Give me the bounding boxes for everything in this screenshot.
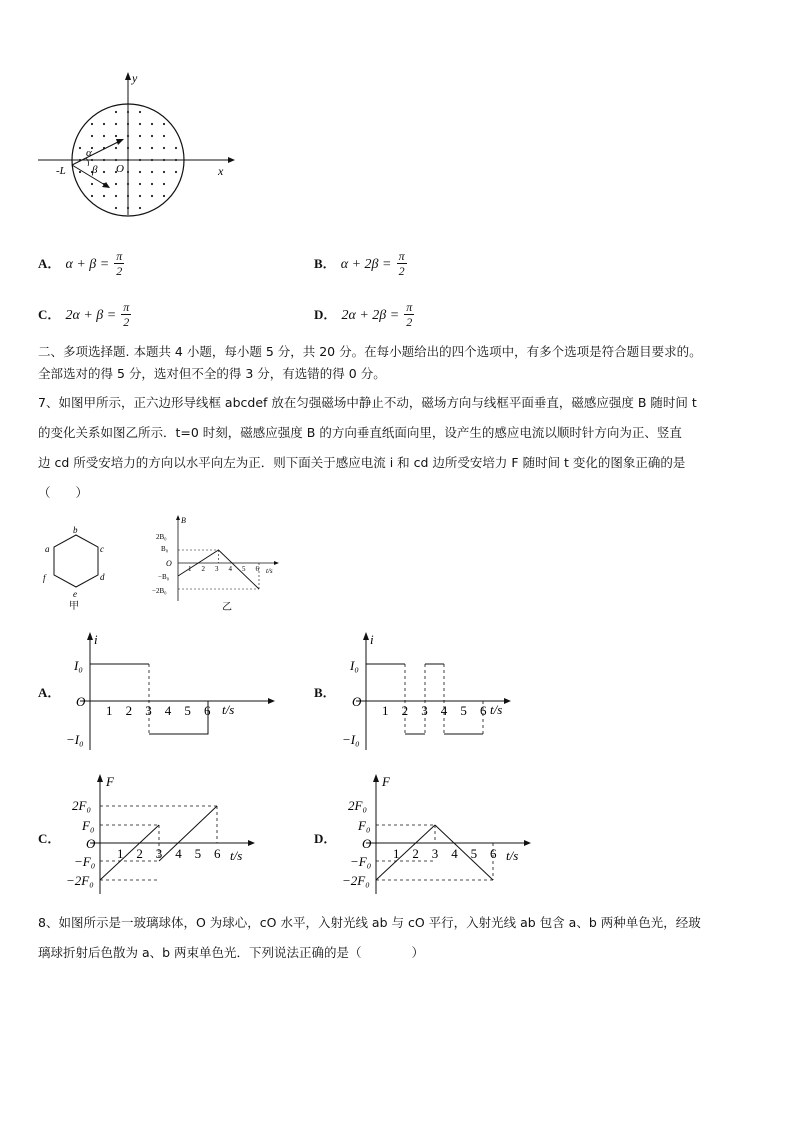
field-dot bbox=[115, 147, 117, 149]
option-d-q7-letter[interactable]: D． bbox=[314, 831, 337, 846]
field-dot bbox=[127, 159, 129, 161]
field-dot bbox=[115, 183, 117, 185]
b-caption: 乙 bbox=[222, 602, 232, 613]
q7-line-2: 的变化关系如图乙所示．t=0 时刻，磁感应强度 B 的方向垂直纸面向里，设产生的感应电流以顺时针方向为正、竖直 bbox=[38, 425, 682, 440]
field-dot bbox=[91, 123, 93, 125]
d-2f0-label: 2F₀ bbox=[348, 798, 367, 813]
b-nb0-label: −B₀ bbox=[158, 573, 170, 581]
field-dot bbox=[127, 111, 129, 113]
field-dot bbox=[151, 171, 153, 173]
x-tick-label: 5 bbox=[242, 565, 246, 573]
field-dot bbox=[139, 147, 141, 149]
a-ni0-label: −I₀ bbox=[66, 732, 84, 747]
x-tick-label: 4 bbox=[228, 565, 232, 573]
field-dot bbox=[127, 207, 129, 209]
section-2-line-2: 全部选对的得 5 分，选对但不全的得 3 分，有选错的得 0 分。 bbox=[38, 366, 386, 381]
x-tick-label: 1 bbox=[188, 565, 192, 573]
d-n2f0-label: −2F₀ bbox=[342, 873, 370, 888]
field-dot bbox=[103, 135, 105, 137]
field-dot bbox=[151, 135, 153, 137]
x-tick-label: 6 bbox=[214, 846, 221, 861]
hex-label-e: e bbox=[73, 589, 77, 599]
option-a-graph[interactable] bbox=[60, 628, 290, 756]
field-dot bbox=[127, 183, 129, 185]
x-tick-label: 4 bbox=[175, 846, 182, 861]
option-letter: C． bbox=[38, 307, 61, 322]
field-dot bbox=[151, 147, 153, 149]
b-n2b0-label: −2B₀ bbox=[152, 587, 167, 595]
field-dot bbox=[103, 123, 105, 125]
fraction: $\frac{\pi}{2}$ bbox=[398, 249, 405, 278]
a-i0-label: I₀ bbox=[74, 658, 83, 673]
b-t-unit-opt: t/s bbox=[490, 702, 503, 717]
hex-label-a: a bbox=[45, 544, 50, 554]
field-dot bbox=[91, 195, 93, 197]
x-tick-label: 5 bbox=[194, 846, 202, 861]
field-dot bbox=[163, 195, 165, 197]
field-dot bbox=[163, 135, 165, 137]
c-o-label: O bbox=[86, 836, 96, 851]
q8-line-2: 璃球折射后色散为 a、b 两束单色光．下列说法正确的是（ ） bbox=[38, 945, 425, 960]
x-tick-label: 5 bbox=[460, 703, 467, 718]
x-tick-label: 3 bbox=[155, 846, 163, 861]
field-dot bbox=[115, 123, 117, 125]
field-dot bbox=[139, 195, 141, 197]
option-b-graph[interactable] bbox=[336, 628, 566, 756]
field-dot bbox=[175, 159, 177, 161]
x-tick-label: 6 bbox=[480, 703, 487, 718]
x-tick-label: 1 bbox=[106, 703, 113, 718]
x-tick-label: 6 bbox=[255, 565, 259, 573]
circle-field-figure bbox=[30, 70, 240, 220]
b-b0-label: B₀ bbox=[161, 545, 169, 553]
alpha-label: α bbox=[86, 147, 92, 159]
section-2-intro bbox=[38, 341, 768, 385]
field-dot bbox=[151, 123, 153, 125]
q7-line-1: 7、如图甲所示，正六边形导线框 abcdef 放在匀强磁场中静止不动，磁场方向与线框平面垂直，磁感应强度 B 随时间 t bbox=[38, 395, 697, 410]
option-c-q6[interactable] bbox=[38, 300, 131, 329]
b-ni0-label: −I₀ bbox=[342, 732, 360, 747]
field-dot bbox=[163, 183, 165, 185]
option-letter: D． bbox=[314, 307, 337, 322]
field-dot bbox=[139, 123, 141, 125]
hex-label-c: c bbox=[100, 544, 104, 554]
x-tick-label: 3 bbox=[145, 703, 152, 718]
d-nf0-label: −F₀ bbox=[350, 854, 372, 869]
beta-label: β bbox=[92, 164, 98, 176]
field-dot bbox=[163, 159, 165, 161]
c-f0-label: F₀ bbox=[82, 818, 95, 833]
field-dot bbox=[127, 123, 129, 125]
field-dot bbox=[115, 207, 117, 209]
field-dot bbox=[103, 159, 105, 161]
field-dot bbox=[127, 135, 129, 137]
a-y-label: i bbox=[94, 632, 98, 647]
x-axis-label: x bbox=[218, 164, 224, 178]
field-dot bbox=[139, 111, 141, 113]
x-tick-label: 4 bbox=[164, 703, 172, 718]
field-dot bbox=[175, 171, 177, 173]
hex-caption: 甲 bbox=[69, 601, 79, 612]
hex-label-f: f bbox=[43, 573, 46, 583]
field-dot bbox=[115, 195, 117, 197]
b-t-graph bbox=[148, 513, 288, 613]
option-c-graph[interactable] bbox=[60, 770, 290, 898]
field-dot bbox=[127, 147, 129, 149]
field-dot bbox=[91, 183, 93, 185]
option-lhs: 2α + 2β = bbox=[341, 308, 400, 323]
option-lhs: α + β = bbox=[65, 257, 110, 272]
y-axis-label: y bbox=[132, 71, 138, 85]
field-dot bbox=[115, 111, 117, 113]
x-tick-label: 5 bbox=[184, 703, 191, 718]
b-t-unit: t/s bbox=[266, 567, 273, 575]
c-nf0-label: −F₀ bbox=[74, 854, 96, 869]
field-dot bbox=[151, 195, 153, 197]
x-tick-label: 6 bbox=[204, 703, 211, 718]
field-dot bbox=[139, 207, 141, 209]
field-dot bbox=[139, 135, 141, 137]
x-tick-label: 5 bbox=[470, 846, 478, 861]
option-d-q6[interactable] bbox=[314, 300, 414, 329]
neg-l-label: -L bbox=[56, 165, 66, 177]
field-dot bbox=[151, 183, 153, 185]
field-dot bbox=[79, 147, 81, 149]
field-dot bbox=[163, 147, 165, 149]
field-dot bbox=[163, 171, 165, 173]
field-dot bbox=[103, 195, 105, 197]
field-dot bbox=[175, 147, 177, 149]
option-a-q6[interactable] bbox=[38, 249, 124, 278]
field-dot bbox=[139, 171, 141, 173]
q7-line-3: 边 cd 所受安培力的方向以水平向左为正．则下面关于感应电流 i 和 cd 边所受安培力 F 随时间 t 变化的图象正确的是 bbox=[38, 455, 686, 470]
x-tick-label: 4 bbox=[451, 846, 458, 861]
fraction: $\frac{\pi}{2}$ bbox=[406, 300, 413, 329]
x-tick-label: 3 bbox=[431, 846, 439, 861]
field-dot bbox=[103, 171, 105, 173]
option-c-q7-letter[interactable]: C． bbox=[38, 831, 61, 846]
field-dot bbox=[79, 171, 81, 173]
field-dot bbox=[139, 159, 141, 161]
c-n2f0-label: −2F₀ bbox=[66, 873, 94, 888]
option-letter: A． bbox=[38, 256, 61, 271]
x-tick-label: 3 bbox=[215, 565, 219, 573]
d-o-label: O bbox=[362, 836, 372, 851]
b-i0-label: I₀ bbox=[350, 658, 359, 673]
origin-label: O bbox=[116, 163, 124, 175]
a-o-label: O bbox=[76, 694, 86, 709]
field-dot bbox=[115, 159, 117, 161]
x-tick-label: 4 bbox=[440, 703, 448, 718]
q8-line-1: 8、如图所示是一玻璃球体，O 为球心，cO 水平，入射光线 ab 与 cO 平行，入射光线 ab 包含 a、b 两种单色光，经玻 bbox=[38, 915, 701, 930]
field-dot bbox=[163, 123, 165, 125]
fraction: $\frac{\pi}{2}$ bbox=[123, 300, 130, 329]
c-t-unit: t/s bbox=[230, 848, 243, 863]
x-tick-label: 1 bbox=[393, 846, 400, 861]
field-dot bbox=[139, 183, 141, 185]
x-tick-label: 2 bbox=[401, 703, 409, 718]
c-y-label: F bbox=[106, 774, 114, 789]
d-y-label: F bbox=[382, 774, 390, 789]
x-tick-label: 2 bbox=[412, 846, 419, 861]
option-a-q7-letter[interactable]: A． bbox=[38, 685, 61, 700]
x-tick-label: 1 bbox=[117, 846, 124, 861]
field-dot bbox=[127, 195, 129, 197]
x-tick-label: 1 bbox=[382, 703, 389, 718]
fraction: $\frac{\pi}{2}$ bbox=[116, 249, 123, 278]
option-b-q7-letter[interactable]: B． bbox=[314, 685, 336, 700]
option-letter: B． bbox=[314, 256, 336, 271]
field-dot bbox=[151, 159, 153, 161]
option-lhs: α + 2β = bbox=[340, 257, 392, 272]
question-7 bbox=[38, 388, 768, 508]
x-tick-label: 2 bbox=[125, 703, 133, 718]
b-o-label: O bbox=[352, 694, 362, 709]
b-axis-label: B bbox=[181, 516, 186, 525]
d-t-unit: t/s bbox=[506, 848, 519, 863]
x-tick-label: 3 bbox=[421, 703, 428, 718]
b-o-label: O bbox=[166, 559, 172, 568]
c-2f0-label: 2F₀ bbox=[72, 798, 91, 813]
b-y-label: i bbox=[370, 632, 374, 647]
field-dot bbox=[91, 135, 93, 137]
question-8 bbox=[38, 908, 768, 968]
x-tick-label: 2 bbox=[201, 565, 205, 573]
option-lhs: 2α + β = bbox=[65, 308, 117, 323]
b-2b0-label: 2B₀ bbox=[156, 533, 167, 541]
option-d-graph[interactable] bbox=[336, 770, 566, 898]
x-tick-label: 6 bbox=[490, 846, 497, 861]
hexagon-figure bbox=[36, 525, 116, 615]
q7-answer-blank: （ ） bbox=[38, 485, 89, 500]
field-dot bbox=[91, 159, 93, 161]
hex-label-b: b bbox=[73, 525, 78, 535]
section-2-line-1: 二、多项选择题. 本题共 4 小题，每小题 5 分，共 20 分。在每小题给出的四个选项中，有多个选项是符合题目要求的。 bbox=[38, 344, 702, 359]
field-dot bbox=[127, 171, 129, 173]
hex-label-d: d bbox=[100, 572, 105, 582]
option-b-q6[interactable] bbox=[314, 249, 407, 278]
d-f0-label: F₀ bbox=[358, 818, 371, 833]
a-t-unit: t/s bbox=[222, 702, 235, 717]
field-dot bbox=[115, 135, 117, 137]
x-tick-label: 2 bbox=[136, 846, 143, 861]
